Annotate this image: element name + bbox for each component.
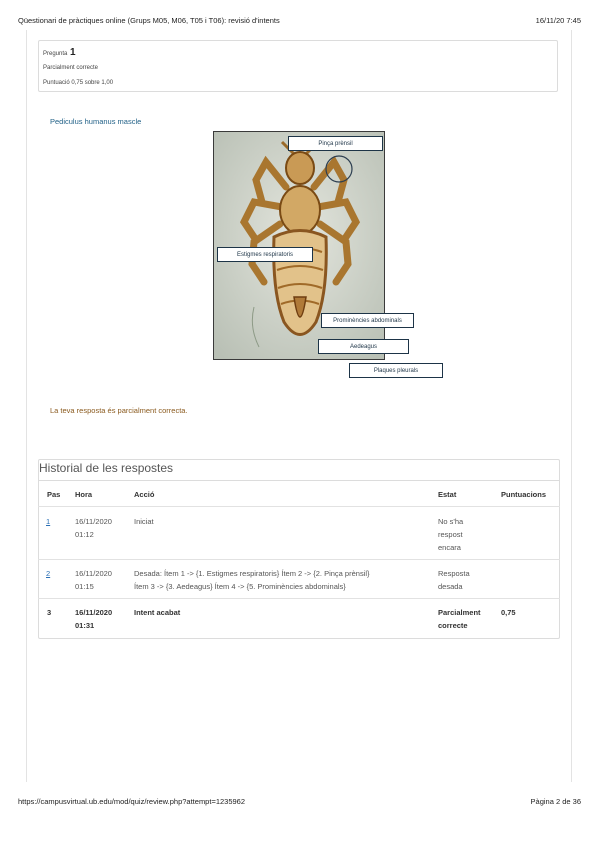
question-info-box — [38, 40, 558, 92]
col-header-state: Estat — [438, 490, 457, 499]
row-state: Parcialment — [438, 608, 481, 617]
row-divider — [38, 559, 560, 560]
col-header-step: Pas — [47, 490, 61, 499]
drop-label-pinca-prensil[interactable]: Pinça prènsil — [288, 136, 383, 151]
row-divider — [38, 598, 560, 599]
col-header-scores: Puntuacions — [501, 490, 547, 499]
row-action: Iniciat — [134, 517, 154, 526]
page-right-border — [571, 30, 572, 782]
print-header-datetime: 16/11/20 7:45 — [535, 16, 581, 25]
question-number: 1 — [70, 47, 76, 58]
row-time-date: 16/11/2020 — [75, 517, 112, 526]
print-header-title: Qüestionari de pràctiques online (Grups M05, M06, T05 i T06): revisió d'intents — [18, 16, 280, 25]
drop-label-prominencies-abdominals[interactable]: Prominències abdominals — [321, 313, 414, 328]
row-step: 3 — [47, 608, 52, 617]
question-number-row — [43, 47, 553, 62]
question-state: Parcialment correcte — [43, 65, 99, 71]
row-state: No s'ha — [438, 517, 464, 526]
row-state: Resposta — [438, 569, 470, 578]
row-state: respost — [438, 530, 463, 539]
row-score: 0,75 — [501, 608, 516, 617]
row-state: desada — [438, 582, 463, 591]
step-link[interactable]: 2 — [46, 569, 51, 578]
feedback-text: La teva resposta és parcialment correcta. — [50, 406, 188, 415]
row-time-date: 16/11/2020 — [75, 569, 112, 578]
print-footer-url: https://campusvirtual.ub.edu/mod/quiz/review.php?attempt=1235962 — [18, 797, 246, 806]
question-score: Puntuació 0,75 sobre 1,00 — [43, 80, 114, 86]
question-text: Pediculus humanus mascle — [50, 117, 142, 126]
print-footer-page: Pàgina 2 de 36 — [530, 797, 581, 806]
response-history-title: Historial de les respostes — [39, 461, 174, 475]
page-left-border — [26, 30, 27, 782]
drop-label-estigmes-respiratoris[interactable]: Estigmes respiratoris — [217, 247, 313, 262]
drop-label-aedeagus[interactable]: Aedeagus — [318, 339, 409, 354]
step-link[interactable]: 1 — [46, 517, 51, 526]
row-action: Ítem 3 -> {3. Aedeagus} Ítem 4 -> {5. Prominències abdominals} — [134, 582, 346, 591]
history-title-divider — [38, 480, 560, 481]
question-prefix: Pregunta — [43, 51, 68, 57]
row-time-date: 16/11/2020 — [75, 608, 113, 617]
row-time-clock: 01:15 — [75, 582, 94, 591]
table-header-divider — [38, 506, 560, 507]
row-time-clock: 01:12 — [75, 530, 94, 539]
col-header-action: Acció — [134, 490, 155, 499]
row-action: Intent acabat — [134, 608, 181, 617]
row-state: encara — [438, 543, 461, 552]
col-header-time: Hora — [75, 490, 93, 499]
drop-label-plaques-pleurals[interactable]: Plaques pleurals — [349, 363, 443, 378]
response-history-box — [38, 459, 560, 639]
row-time-clock: 01:31 — [75, 621, 95, 630]
row-state: correcte — [438, 621, 468, 630]
row-action: Desada: Ítem 1 -> {1. Estigmes respiratoris} Ítem 2 -> {2. Pinça prènsil} — [134, 569, 370, 578]
